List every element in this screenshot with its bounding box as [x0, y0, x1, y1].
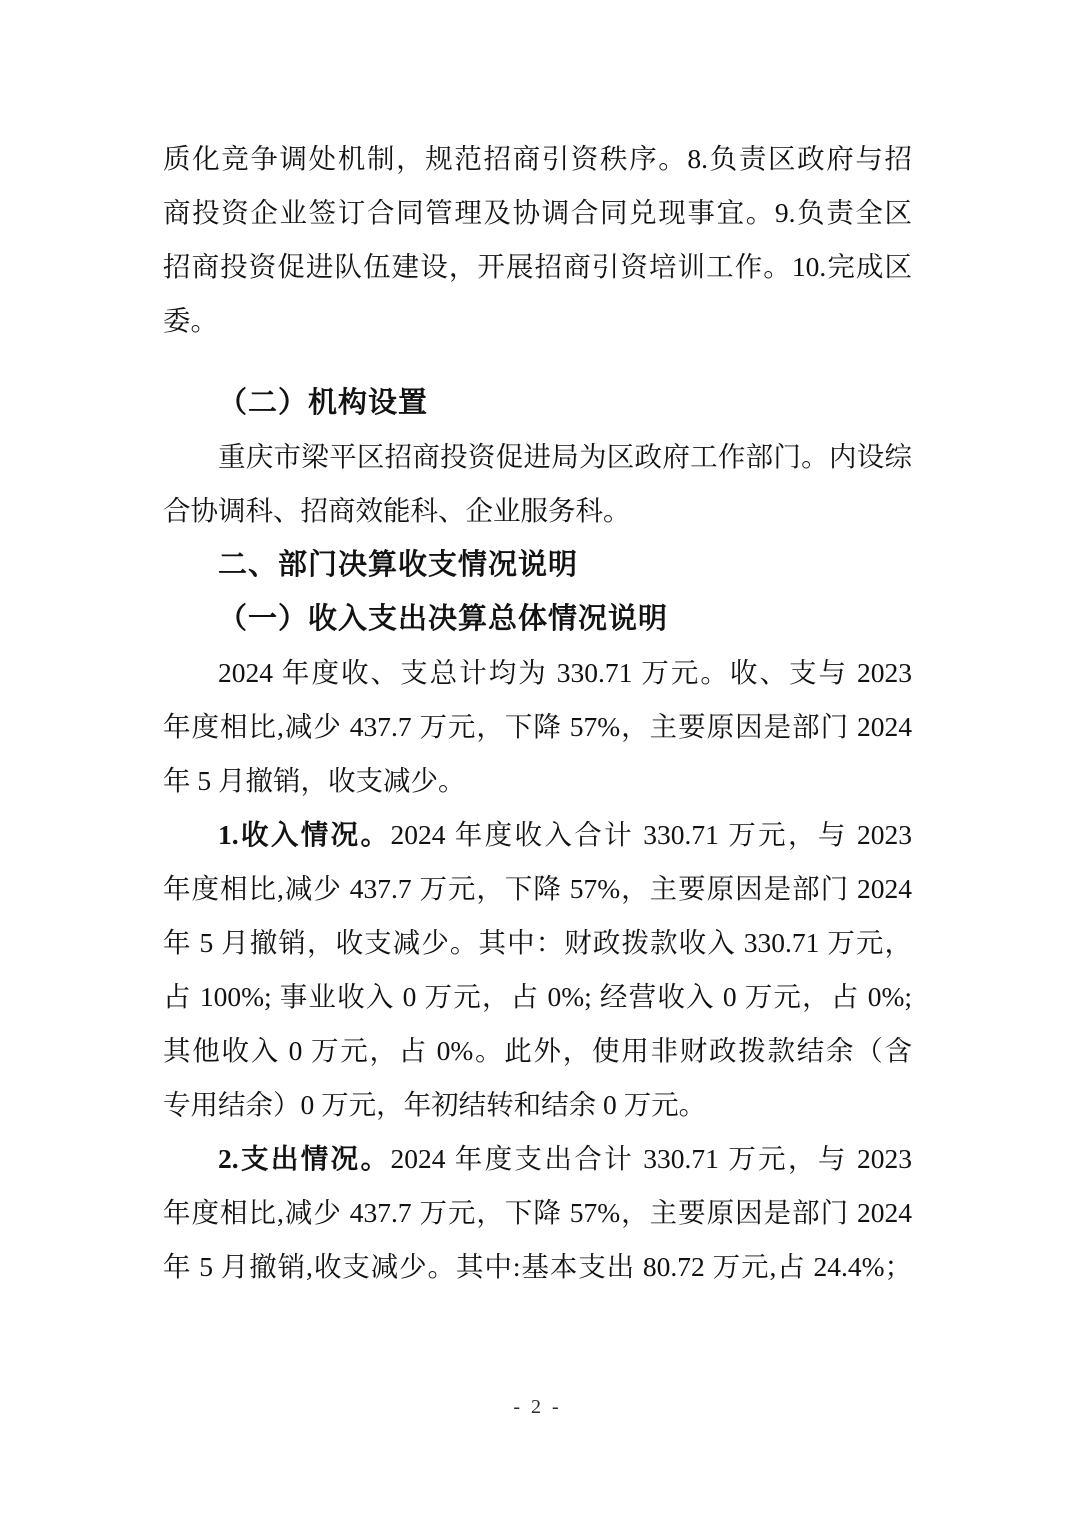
text-line: [163, 186, 912, 240]
text-line: [163, 484, 912, 538]
text-line: [163, 700, 912, 754]
heading-section-two: [163, 538, 912, 592]
text-line: [163, 1024, 912, 1078]
page-number: - 2 -: [513, 1396, 562, 1418]
para-org-setup: [163, 430, 912, 538]
para-duties-continuation: [163, 132, 912, 348]
line-text: 专用结余）0 万元，年初结转和结余 0 万元。: [163, 1089, 707, 1120]
text-line: [163, 754, 912, 808]
line-text: 2024 年度收、支总计均为 330.71 万元。收、支与 2023: [218, 657, 912, 688]
para-expenditure: [163, 1132, 912, 1294]
text-line: [163, 916, 912, 970]
line-text: 年 5 月撤销，收支减少。: [163, 765, 466, 796]
text-line: [163, 538, 912, 592]
text-line: [163, 592, 912, 646]
line-text: 重庆市梁平区招商投资促进局为区政府工作部门。内设综: [218, 441, 912, 472]
line-text: 2024 年度收入合计 330.71 万元，与 2023: [390, 819, 912, 850]
line-text: 占 100%; 事业收入 0 万元，占 0%; 经营收入 0 万元，占 0%;: [163, 981, 912, 1012]
document-content: [163, 132, 912, 1294]
line-text: （一）收入支出决算总体情况说明: [218, 603, 669, 635]
heading-org-setup: [163, 376, 912, 430]
text-line: [163, 1078, 912, 1132]
text-line: [163, 1132, 912, 1186]
text-line: [163, 862, 912, 916]
line-bold-lead: 2.支出情况。: [218, 1143, 391, 1174]
line-bold-lead: 1.收入情况。: [218, 819, 391, 850]
line-text: 其他收入 0 万元，占 0%。此外，使用非财政拨款结余（含: [163, 1035, 912, 1066]
text-line: [163, 970, 912, 1024]
line-text: 商投资企业签订合同管理及协调合同兑现事宜。9.负责全区: [163, 197, 912, 228]
line-text: 二、部门决算收支情况说明: [218, 549, 579, 581]
text-line: [163, 1240, 912, 1294]
text-line: [163, 376, 912, 430]
text-line: [163, 430, 912, 484]
text-line: [163, 808, 912, 862]
line-text: 质化竞争调处机制，规范招商引资秩序。8.负责区政府与招: [163, 143, 912, 174]
line-text: 招商投资促进队伍建设，开展招商引资培训工作。10.完成区: [163, 251, 912, 282]
line-text: 委。: [163, 305, 218, 336]
line-text: 2024 年度支出合计 330.71 万元，与 2023: [390, 1143, 912, 1174]
text-line: [163, 1186, 912, 1240]
line-text: 年度相比,减少 437.7 万元，下降 57%，主要原因是部门 2024: [163, 1197, 912, 1228]
text-line: [163, 294, 912, 348]
heading-overview: [163, 592, 912, 646]
text-line: [163, 132, 912, 186]
para-overview: [163, 646, 912, 808]
line-text: （二）机构设置: [218, 387, 429, 419]
line-text: 年度相比,减少 437.7 万元，下降 57%，主要原因是部门 2024: [163, 711, 912, 742]
para-income: [163, 808, 912, 1132]
text-line: [163, 240, 912, 294]
line-text: 年 5 月撤销，收支减少。其中：财政拨款收入 330.71 万元，: [163, 927, 912, 958]
line-text: 年度相比,减少 437.7 万元，下降 57%，主要原因是部门 2024: [163, 873, 912, 904]
line-text: 年 5 月撤销,收支减少。其中:基本支出 80.72 万元,占 24.4%；: [163, 1251, 912, 1282]
text-line: [163, 646, 912, 700]
line-text: 合协调科、招商效能科、企业服务科。: [163, 495, 631, 526]
